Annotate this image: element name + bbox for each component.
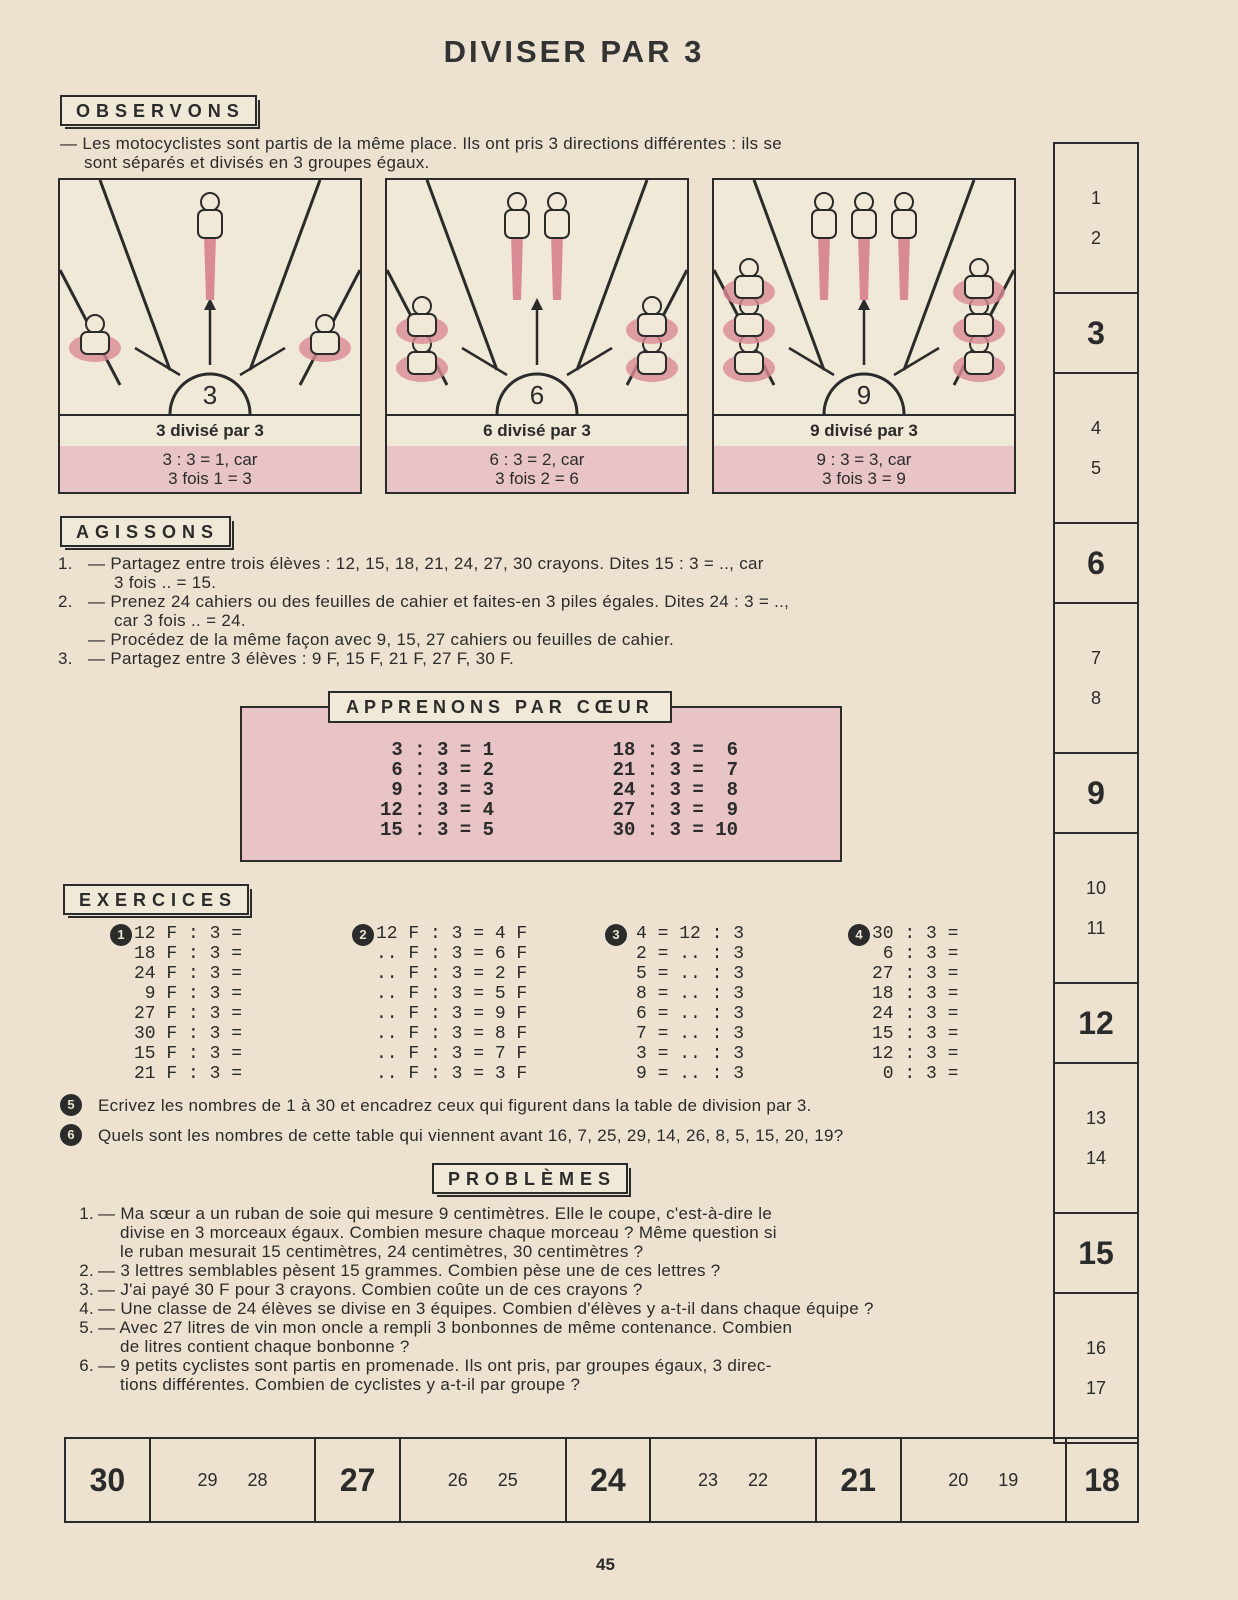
strip-number: 24 (590, 1461, 626, 1498)
panel-equation-line2: 3 fois 2 = 6 (495, 469, 579, 488)
direction-ray (427, 180, 497, 370)
strip-cell (1055, 604, 1137, 754)
speed-trail (858, 235, 870, 300)
strip-number: 8 (1090, 688, 1101, 708)
section-apprenons-heading: APPRENONS PAR CŒUR (328, 691, 672, 723)
rider-helmet-icon (895, 193, 913, 211)
exercise-line: 9 = .. : 3 (636, 1064, 745, 1084)
exercise-line: 15 : 3 = (872, 1024, 959, 1044)
rider-body-icon (735, 352, 763, 374)
section-observons-heading: OBSERVONS (60, 95, 257, 126)
panel-equation-line1: 9 : 3 = 3, car (816, 450, 912, 469)
agissons-line (58, 573, 1028, 592)
agissons-line-text: — Prenez 24 cahiers ou des feuilles de cahier et faites-en 3 piles égales. Dites 24 : 3 = .., (88, 592, 790, 611)
agissons-line-text: car 3 fois .. = 24. (114, 611, 246, 630)
exercise-line: 6 : 3 = (872, 944, 959, 964)
rider-body-icon (81, 332, 109, 354)
exercise-line: 7 = .. : 3 (636, 1024, 745, 1044)
agissons-line (58, 554, 1028, 573)
probleme-line-text: — 3 lettres semblables pèsent 15 grammes. Combien pèse une de ces lettres ? (98, 1261, 721, 1280)
exercise-line: 12 F : 3 = 4 F (376, 924, 528, 944)
strip-number: 16 (1085, 1338, 1107, 1358)
strip-cell (1055, 984, 1137, 1064)
page-number: 45 (596, 1555, 615, 1574)
strip-number: 22 (748, 1469, 769, 1490)
rider-body-icon (812, 210, 836, 238)
exercise-line: .. F : 3 = 6 F (376, 944, 528, 964)
strip-number: 25 (497, 1469, 518, 1490)
panel-caption: 6 divisé par 3 (387, 414, 687, 448)
rider-body-icon (638, 314, 666, 336)
agissons-list (58, 554, 1028, 668)
strip-cell (151, 1439, 317, 1521)
probleme-line-text: — J'ai payé 30 F pour 3 crayons. Combien coûte un de ces crayons ? (98, 1280, 643, 1299)
probleme-line-number: 2. (79, 1261, 94, 1280)
probleme-line-text: divise en 3 morceaux égaux. Combien mesure chaque morceau ? Même question si (120, 1223, 777, 1242)
rider-body-icon (965, 314, 993, 336)
probleme-line-text: le ruban mesurait 15 centimètres, 24 centimètres, 30 centimètres ? (120, 1242, 644, 1261)
exercise-line: 15 F : 3 = (134, 1044, 243, 1064)
rider-helmet-icon (201, 193, 219, 211)
strip-number: 30 (89, 1461, 126, 1498)
strip-number: 4 (1090, 418, 1101, 438)
strip-number: 28 (247, 1469, 268, 1490)
strip-cell (1055, 144, 1137, 294)
rider-helmet-icon (316, 315, 334, 333)
strip-cell (1055, 1214, 1137, 1294)
panel-equation-line2: 3 fois 1 = 3 (168, 469, 252, 488)
exercise-line: 9 F : 3 = (134, 984, 243, 1004)
exercise-line: .. F : 3 = 9 F (376, 1004, 528, 1024)
probleme-line-number: 3. (79, 1280, 94, 1299)
agissons-line-number: 1. (58, 554, 73, 573)
learn-fact: 27 : 3 = 9 (612, 799, 738, 821)
arrow-head-icon (531, 298, 543, 310)
rider-body-icon (198, 210, 222, 238)
motorcyclists-drawing (387, 180, 687, 414)
section-problemes-heading: PROBLÈMES (432, 1163, 628, 1194)
panel-equation (387, 446, 687, 492)
exercise-line: 4 = 12 : 3 (636, 924, 745, 944)
panel-caption: 9 divisé par 3 (714, 414, 1014, 448)
strip-cell (66, 1439, 151, 1521)
speed-trail (551, 235, 563, 300)
rider-helmet-icon (643, 297, 661, 315)
strip-number: 23 (698, 1469, 719, 1490)
strip-cell (401, 1439, 567, 1521)
strip-cell (1055, 524, 1137, 604)
arrow-icon (789, 348, 834, 375)
exercise-bullet: 3 (605, 924, 627, 946)
panel-equation-line1: 6 : 3 = 2, car (489, 450, 585, 469)
strip-cell (1055, 1294, 1137, 1444)
rider-body-icon (545, 210, 569, 238)
strip-number: 9 (1087, 775, 1105, 811)
arrow-icon (240, 348, 285, 375)
probleme-line (66, 1204, 1026, 1223)
probleme-line-text: tions différentes. Combien de cyclistes y a-t-il par groupe ? (120, 1375, 581, 1394)
strip-cell (817, 1439, 902, 1521)
strip-number: 27 (339, 1461, 376, 1498)
panel-number: 9 (856, 380, 872, 410)
direction-ray (577, 180, 647, 370)
exercise-line: 18 F : 3 = (134, 944, 243, 964)
speed-trail (204, 235, 216, 300)
exercise-line: 5 = .. : 3 (636, 964, 745, 984)
agissons-line (58, 611, 1028, 630)
illustration-panel (58, 178, 362, 494)
strip-cell (1055, 374, 1137, 524)
strip-number: 2 (1090, 228, 1101, 248)
strip-number: 10 (1085, 878, 1107, 898)
agissons-line-text: — Procédez de la même façon avec 9, 15, 27 cahiers ou feuilles de cahier. (88, 630, 675, 649)
exercise-line: 0 : 3 = (872, 1064, 959, 1084)
strip-cell (1055, 754, 1137, 834)
exercise-bullet: 2 (352, 924, 374, 946)
panel-caption: 3 divisé par 3 (60, 414, 360, 448)
strip-number: 7 (1090, 648, 1101, 668)
motorcyclists-drawing (714, 180, 1014, 414)
rider-helmet-icon (855, 193, 873, 211)
learn-fact: 21 : 3 = 7 (612, 759, 738, 781)
number-strip-horizontal (64, 1437, 1139, 1523)
strip-cell (1055, 1064, 1137, 1214)
learn-fact: 24 : 3 = 8 (612, 779, 738, 801)
section-agissons-heading: AGISSONS (60, 516, 231, 547)
strip-number: 12 (1078, 1005, 1114, 1041)
speed-trail (818, 235, 830, 300)
probleme-line (66, 1299, 1026, 1318)
strip-number: 15 (1078, 1235, 1114, 1271)
exercise-bullet: 4 (848, 924, 870, 946)
probleme-line-text: — Avec 27 litres de vin mon oncle a rempli 3 bonbonnes de même contenance. Combien (98, 1318, 793, 1337)
exercise-column (872, 924, 958, 1084)
illustration-panel (385, 178, 689, 494)
probleme-line (66, 1337, 1026, 1356)
rider-body-icon (852, 210, 876, 238)
rider-body-icon (408, 314, 436, 336)
rider-body-icon (505, 210, 529, 238)
observons-text (60, 134, 1020, 172)
strip-cell (651, 1439, 817, 1521)
exercise-line: 8 = .. : 3 (636, 984, 745, 1004)
rider-body-icon (965, 276, 993, 298)
motorcyclists-drawing (60, 180, 360, 414)
probleme-line (66, 1242, 1026, 1261)
exercise-line: 12 : 3 = (872, 1044, 959, 1064)
panel-number: 3 (202, 380, 218, 410)
exercise-line: .. F : 3 = 5 F (376, 984, 528, 1004)
agissons-line (58, 649, 1028, 668)
strip-number: 18 (1084, 1461, 1120, 1498)
rider-body-icon (892, 210, 916, 238)
rider-helmet-icon (815, 193, 833, 211)
learn-column-right (578, 740, 738, 840)
probleme-line (66, 1223, 1026, 1242)
strip-number: 20 (948, 1469, 969, 1490)
problemes-list (66, 1204, 1026, 1394)
exercise-line: 24 : 3 = (872, 1004, 959, 1024)
strip-number: 5 (1090, 458, 1101, 478)
observons-text-line1: — Les motocyclistes sont partis de la même place. Ils ont pris 3 directions différentes : ils se (60, 134, 783, 153)
exercise-line: 24 F : 3 = (134, 964, 243, 984)
rider-helmet-icon (508, 193, 526, 211)
strip-number: 19 (998, 1469, 1019, 1490)
agissons-line-number: 3. (58, 649, 73, 668)
exercise-line: 30 : 3 = (872, 924, 959, 944)
learn-fact: 6 : 3 = 2 (391, 759, 494, 781)
learn-fact: 15 : 3 = 5 (379, 819, 494, 841)
probleme-line-number: 6. (79, 1356, 94, 1375)
agissons-line (58, 630, 1028, 649)
strip-cell (1055, 834, 1137, 984)
number-strip-vertical (1053, 142, 1139, 1444)
strip-cell (1055, 294, 1137, 374)
probleme-line-text: — 9 petits cyclistes sont partis en promenade. Ils ont pris, par groupes égaux, 3 direc- (98, 1356, 772, 1375)
probleme-line-number: 4. (79, 1299, 94, 1318)
strip-cell (567, 1439, 652, 1521)
strip-number: 29 (197, 1469, 218, 1490)
rider-helmet-icon (86, 315, 104, 333)
exercise-column (376, 924, 527, 1084)
direction-ray (904, 180, 974, 370)
agissons-line-text: — Partagez entre trois élèves : 12, 15, 18, 21, 24, 27, 30 crayons. Dites 15 : 3 = .., car (88, 554, 764, 573)
exercise-line: .. F : 3 = 8 F (376, 1024, 528, 1044)
strip-number: 21 (840, 1461, 876, 1498)
probleme-line-text: — Ma sœur a un ruban de soie qui mesure 9 centimètres. Elle le coupe, c'est-à-dire le (98, 1204, 773, 1223)
strip-number: 3 (1087, 315, 1105, 351)
exercise-6-bullet: 6 (60, 1124, 82, 1146)
exercise-bullet: 1 (110, 924, 132, 946)
arrow-icon (567, 348, 612, 375)
rider-helmet-icon (413, 297, 431, 315)
exercise-5-text: Ecrivez les nombres de 1 à 30 et encadrez ceux qui figurent dans la table de division par 3. (98, 1096, 812, 1115)
section-exercices-heading: EXERCICES (63, 884, 249, 915)
panel-number: 6 (529, 380, 545, 410)
agissons-line (58, 592, 1028, 611)
agissons-line-text: 3 fois .. = 15. (114, 573, 217, 592)
rider-body-icon (638, 352, 666, 374)
learn-fact: 18 : 3 = 6 (612, 739, 738, 761)
rider-body-icon (735, 314, 763, 336)
probleme-line-number: 1. (79, 1204, 94, 1223)
probleme-line (66, 1280, 1026, 1299)
rider-body-icon (965, 352, 993, 374)
exercise-line: 6 = .. : 3 (636, 1004, 745, 1024)
direction-ray (754, 180, 824, 370)
exercise-line: 30 F : 3 = (134, 1024, 243, 1044)
learn-fact: 3 : 3 = 1 (391, 739, 494, 761)
panel-equation-line1: 3 : 3 = 1, car (162, 450, 258, 469)
exercise-line: 3 = .. : 3 (636, 1044, 745, 1064)
illustration-panel (712, 178, 1016, 494)
arrow-icon (894, 348, 939, 375)
rider-body-icon (408, 352, 436, 374)
learn-fact: 30 : 3 = 10 (612, 819, 738, 841)
exercise-5-bullet: 5 (60, 1094, 82, 1116)
strip-number: 11 (1086, 918, 1106, 938)
probleme-line (66, 1261, 1026, 1280)
exercise-line: .. F : 3 = 2 F (376, 964, 528, 984)
strip-number: 14 (1085, 1148, 1107, 1168)
strip-number: 26 (447, 1469, 468, 1490)
agissons-line-text: — Partagez entre 3 élèves : 9 F, 15 F, 21 F, 27 F, 30 F. (88, 649, 514, 668)
strip-number: 1 (1090, 188, 1101, 208)
rider-body-icon (735, 276, 763, 298)
learn-box (240, 706, 842, 862)
rider-helmet-icon (548, 193, 566, 211)
exercise-line: .. F : 3 = 3 F (376, 1064, 528, 1084)
arrow-icon (135, 348, 180, 375)
exercise-column (636, 924, 744, 1084)
strip-number: 6 (1087, 545, 1105, 581)
probleme-line (66, 1356, 1026, 1375)
panel-equation-line2: 3 fois 3 = 9 (822, 469, 906, 488)
learn-fact: 12 : 3 = 4 (379, 799, 494, 821)
page-title: DIVISER PAR 3 (443, 34, 705, 69)
probleme-line-number: 5. (79, 1318, 94, 1337)
exercise-line: .. F : 3 = 7 F (376, 1044, 528, 1064)
probleme-line-text: de litres contient chaque bonbonne ? (120, 1337, 410, 1356)
speed-trail (511, 235, 523, 300)
learn-fact: 9 : 3 = 3 (391, 779, 494, 801)
exercise-line: 12 F : 3 = (134, 924, 243, 944)
agissons-line-number: 2. (58, 592, 73, 611)
observons-text-line2: sont séparés et divisés en 3 groupes égaux. (84, 153, 430, 172)
exercise-line: 2 = .. : 3 (636, 944, 745, 964)
speed-trail (898, 235, 910, 300)
exercise-line: 27 : 3 = (872, 964, 959, 984)
exercise-column (134, 924, 242, 1084)
learn-column-left (354, 740, 494, 840)
rider-helmet-icon (740, 259, 758, 277)
exercise-line: 21 F : 3 = (134, 1064, 243, 1084)
strip-number: 17 (1085, 1378, 1107, 1398)
rider-helmet-icon (970, 259, 988, 277)
strip-cell (1067, 1439, 1137, 1521)
rider-body-icon (311, 332, 339, 354)
arrow-icon (462, 348, 507, 375)
strip-number: 13 (1085, 1108, 1107, 1128)
probleme-line-text: — Une classe de 24 élèves se divise en 3 équipes. Combien d'élèves y a-t-il dans chaque équipe ? (98, 1299, 874, 1318)
exercise-line: 18 : 3 = (872, 984, 959, 1004)
probleme-line (66, 1318, 1026, 1337)
strip-cell (902, 1439, 1068, 1521)
probleme-line (66, 1375, 1026, 1394)
panel-equation (60, 446, 360, 492)
exercise-6-text: Quels sont les nombres de cette table qui viennent avant 16, 7, 25, 29, 14, 26, 8, 5, 15, 20, 19? (98, 1126, 844, 1145)
strip-cell (316, 1439, 401, 1521)
panel-equation (714, 446, 1014, 492)
exercise-line: 27 F : 3 = (134, 1004, 243, 1024)
